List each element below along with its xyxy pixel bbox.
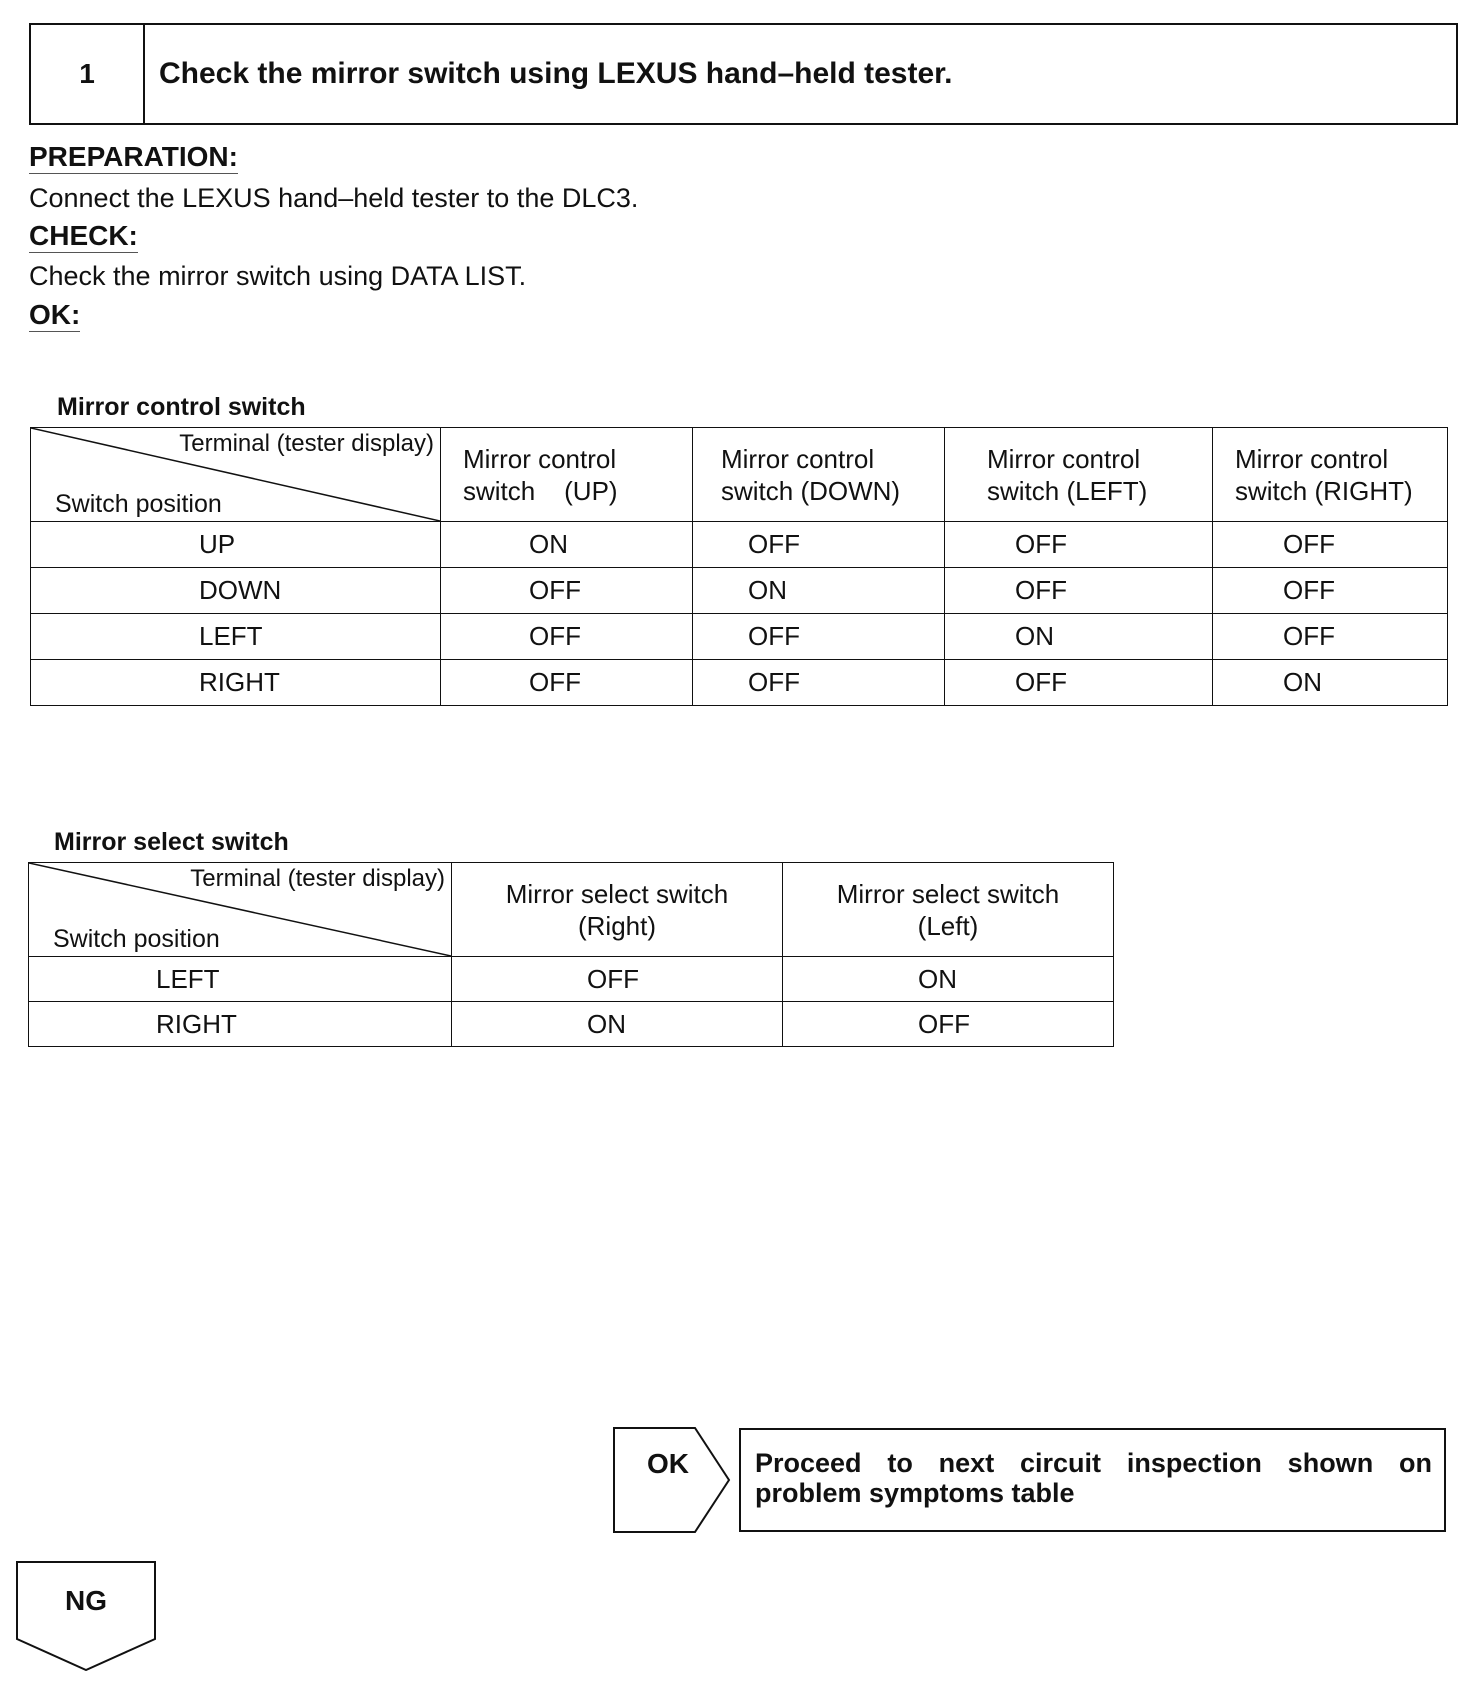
terminal-header: Terminal (tester display) [179,430,434,457]
switch-position-header: Switch position [55,490,222,518]
table-cell: ON [452,1002,783,1047]
ok-criteria-label: OK: [29,299,81,330]
table-cell: OFF [783,1002,1114,1047]
table-cell: OFF [693,614,945,660]
ok-tab-label: OK [647,1448,689,1479]
column-header: Mirror control switch (RIGHT) [1213,428,1448,522]
table-cell: OFF [441,660,693,706]
table-cell: OFF [693,522,945,568]
table-row [31,614,1448,660]
table-header-row [31,428,1448,522]
row-position: LEFT [31,614,441,660]
table-cell: OFF [441,614,693,660]
check-section [29,219,138,253]
table-cell: OFF [1213,568,1448,614]
check-label: CHECK: [29,220,138,251]
column-header: Mirror control switch (LEFT) [945,428,1213,522]
table-row [31,568,1448,614]
table-header-row [29,863,1114,957]
row-position: RIGHT [31,660,441,706]
mirror-select-switch-table [28,862,1114,1047]
step-title: Check the mirror switch using LEXUS hand–held tester. [159,57,953,90]
corner-cell [29,863,452,957]
table-row [29,1002,1114,1047]
switch-position-header: Switch position [53,925,220,953]
table-cell: ON [441,522,693,568]
row-position: RIGHT [29,1002,452,1047]
table-cell: OFF [693,660,945,706]
row-position: DOWN [31,568,441,614]
select-table-caption: Mirror select switch [54,828,289,856]
terminal-header: Terminal (tester display) [190,865,445,892]
ng-tab-label: NG [65,1585,107,1616]
control-table-caption: Mirror control switch [57,393,306,421]
ok-arrow-shape [613,1427,731,1533]
preparation-label: PREPARATION: [29,141,238,172]
table-cell: OFF [945,660,1213,706]
preparation-section [29,140,238,174]
preparation-text: Connect the LEXUS hand–held tester to the DLC3. [29,183,639,213]
table-cell: ON [1213,660,1448,706]
column-header: Mirror control switch (DOWN) [693,428,945,522]
table-row [31,522,1448,568]
table-cell: OFF [945,568,1213,614]
row-position: UP [31,522,441,568]
table-row [31,660,1448,706]
table-cell: OFF [441,568,693,614]
mirror-control-switch-table [30,427,1448,706]
column-header: Mirror select switch (Left) [783,863,1114,957]
ok-result-box: Proceed to next circuit inspection shown on problem symptoms table [739,1428,1446,1532]
check-text: Check the mirror switch using DATA LIST. [29,261,527,291]
table-cell: OFF [452,957,783,1002]
column-header: Mirror select switch (Right) [452,863,783,957]
step-header [29,23,1458,125]
column-header: Mirror control switch (UP) [441,428,693,522]
row-position: LEFT [29,957,452,1002]
table-cell: ON [783,957,1114,1002]
table-cell: OFF [1213,522,1448,568]
table-cell: OFF [945,522,1213,568]
ok-criteria [29,298,80,332]
table-cell: ON [693,568,945,614]
step-number: 1 [31,25,145,123]
table-cell: OFF [1213,614,1448,660]
corner-cell [31,428,441,522]
table-row [29,957,1114,1002]
table-cell: ON [945,614,1213,660]
